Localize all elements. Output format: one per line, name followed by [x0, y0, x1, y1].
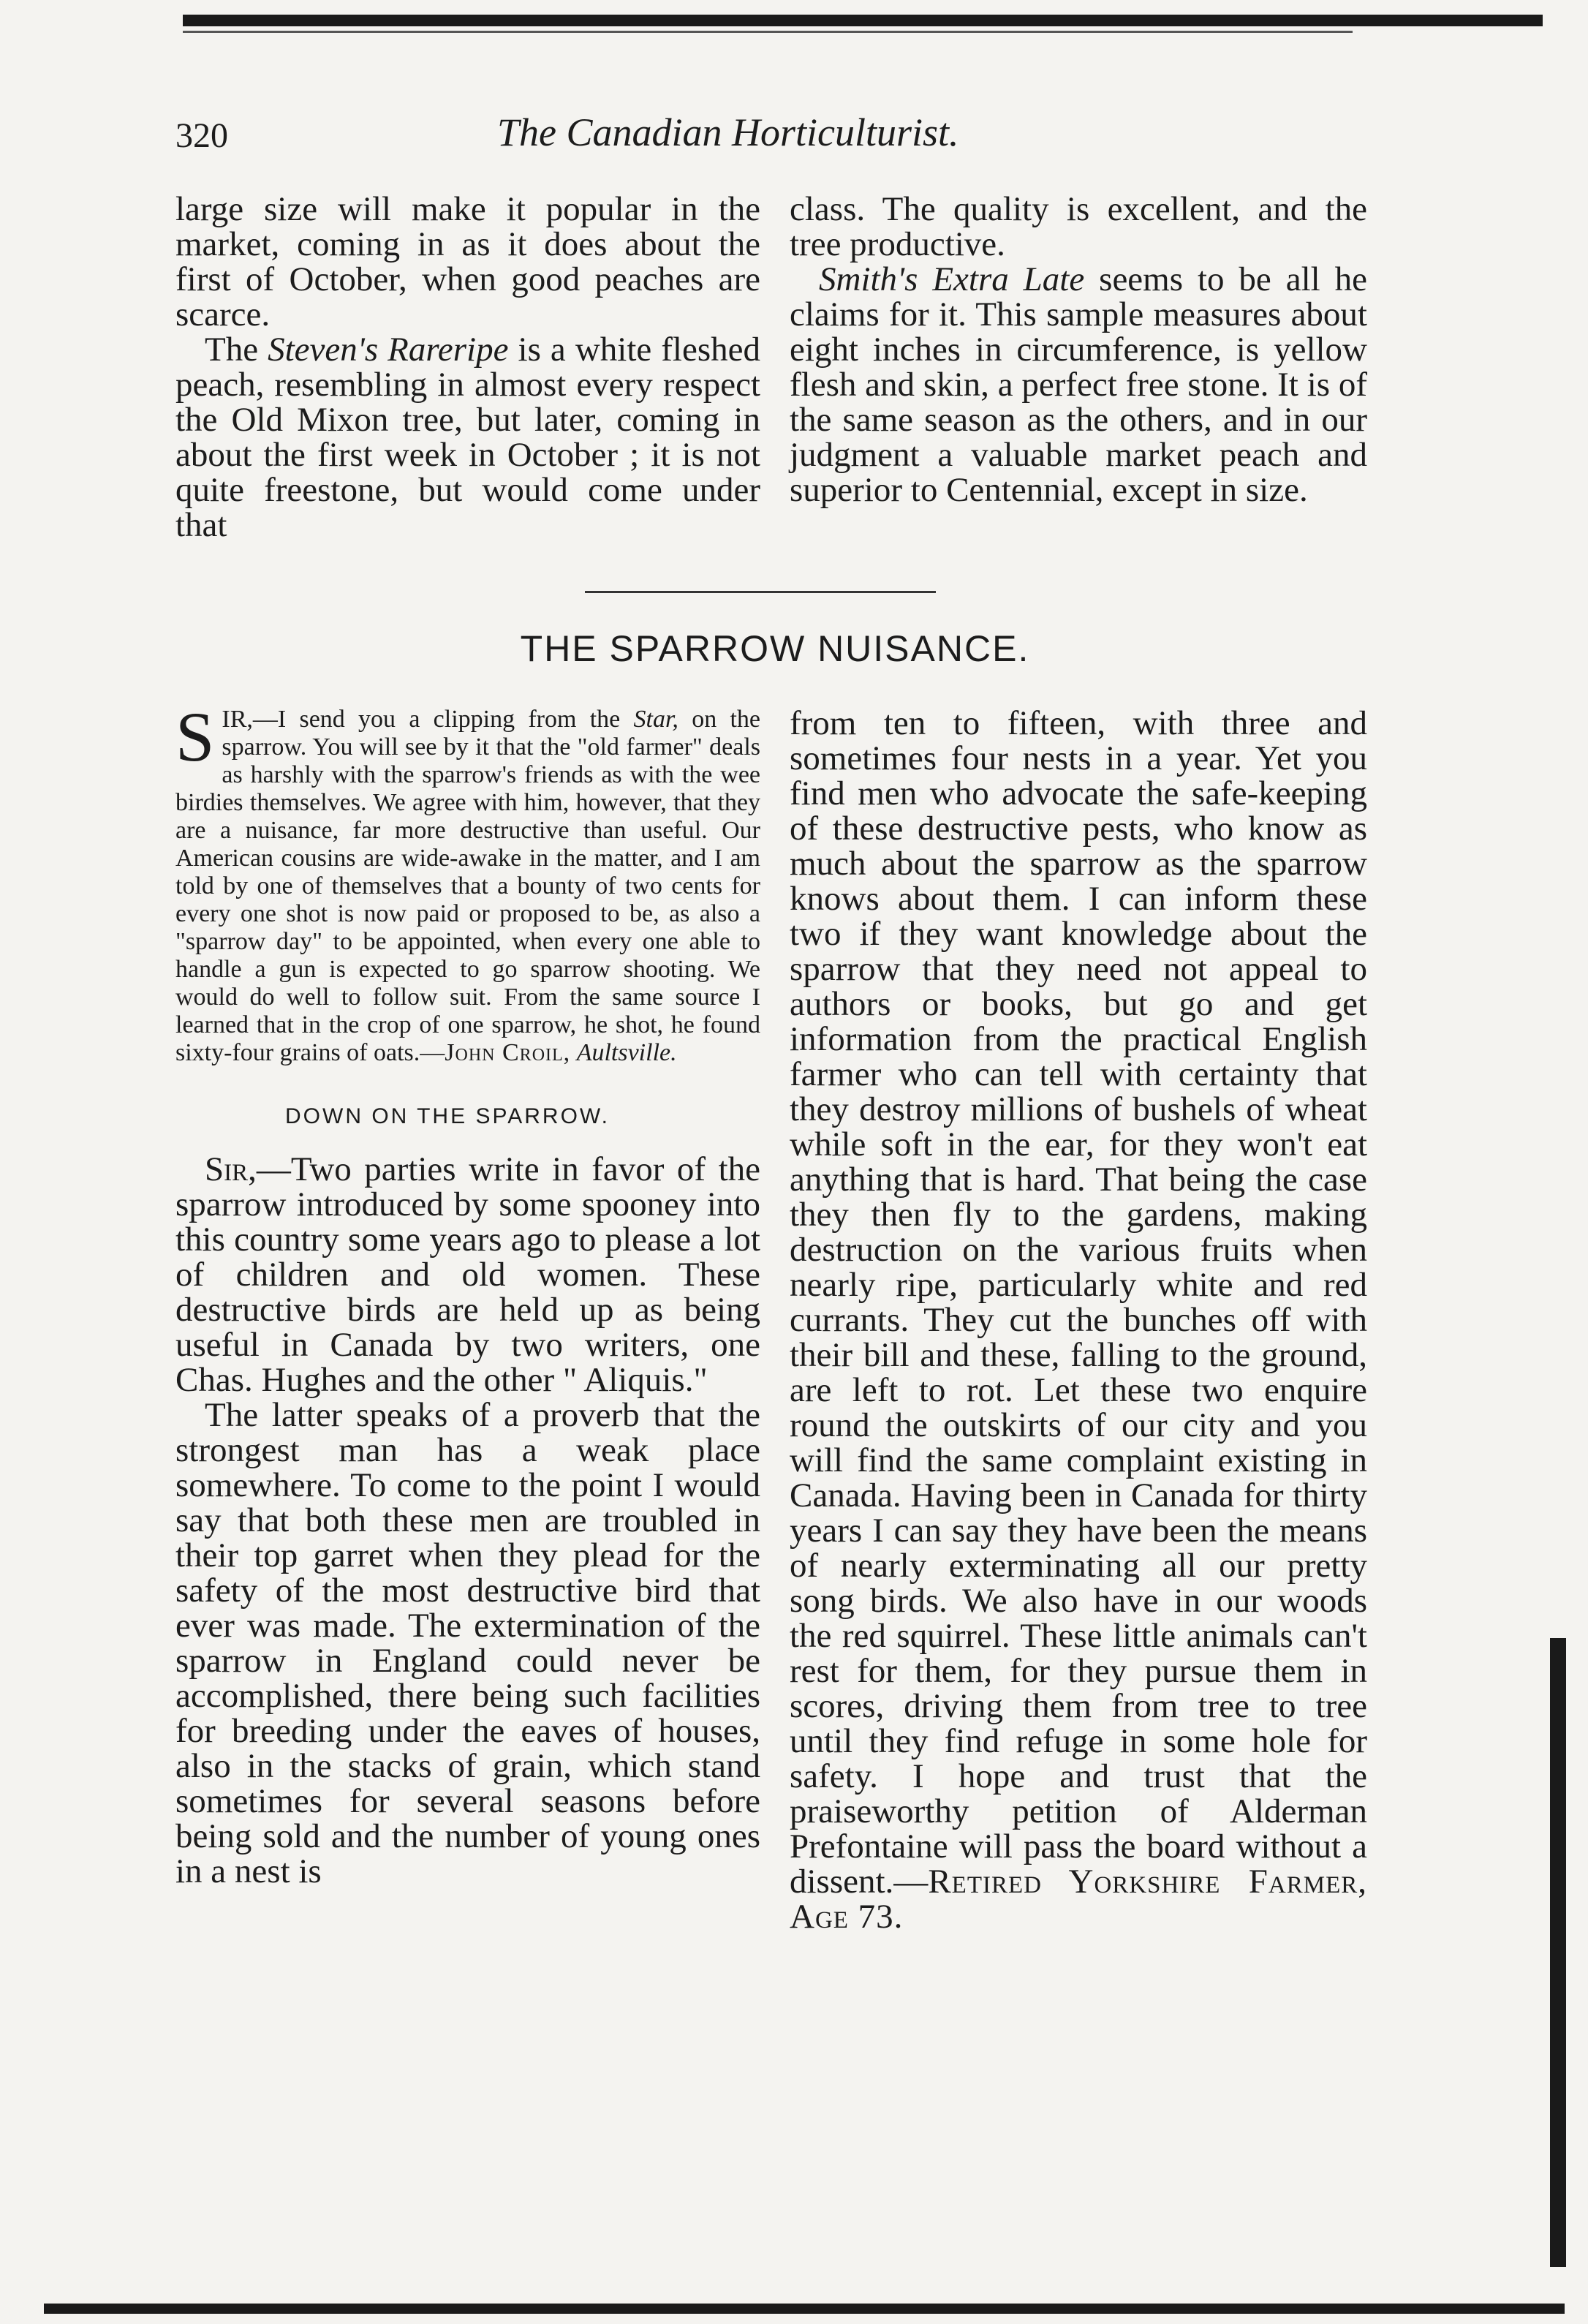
scan-edge-right	[1550, 1638, 1566, 2267]
text: seems to be all he claims for it. This sample measures about eight inches in circumference, is yellow flesh and skin, a perfect free stone. It is of the same season as the others, and in our judgment a valuable market peach and superior to Centennial, except in size.	[790, 260, 1367, 509]
peach-variety-name: Smith's Extra Late	[819, 260, 1085, 298]
paragraph: class. The quality is excellent, and the tree productive.	[790, 190, 1367, 263]
section-divider	[585, 591, 936, 593]
text: —Two parties write in favor of the sparrow introduced by some spooney into this country some years ago to please a lot of children and old women. These destructive birds are held up as being useful in Canada by two writers, one Chas. Hughes and the other " Aliquis."	[175, 1150, 760, 1399]
newspaper-name: Star,	[633, 706, 678, 733]
bottom-right-column	[790, 706, 1367, 1934]
signature: Retired Yorkshire Farmer, Age 73.	[790, 1863, 1367, 1936]
drop-cap: S	[175, 698, 215, 776]
paragraph	[175, 332, 760, 543]
text: on the sparrow. You will see by it that the "old farmer" deals as harshly with the sparrow's friends as with the wee birdies themselves. We agree with him, however, that they are a nuisance, far more destructive than useful. Our American cousins are wide-awake in the matter, and I am told by one of themselves that a bounty of two cents for every one shot is now paid or proposed to be, as also a "sparrow day" to be appointed, when every one able to handle a gun is expected to go sparrow shooting. We would do well to follow suit. From the same source I learned that in the crop of one sparrow, he shot, he found sixty-four grains of oats.—	[175, 706, 760, 1066]
subheading: DOWN ON THE SPARROW.	[285, 1104, 610, 1128]
top-right-column	[790, 192, 1367, 508]
section-title: THE SPARROW NUISANCE.	[520, 628, 1030, 669]
page-number: 320	[175, 116, 228, 155]
text: is a white fleshed peach, resembling in almost every respect the Old Mixon tree, but later, coming in about the first week in October ; it is not quite freestone, but would come under that	[175, 331, 761, 544]
running-title: The Canadian Horticulturist.	[497, 110, 959, 154]
text: The	[205, 331, 268, 369]
paragraph: large size will make it popular in the market, coming in as it does about the first of October, when good peaches are scarce.	[175, 190, 760, 333]
paragraph	[790, 706, 1367, 1934]
signature-place: Aultsville.	[576, 1039, 677, 1066]
salutation: Sir,	[205, 1150, 257, 1188]
peach-variety-name: Steven's Rareripe	[268, 331, 509, 369]
signature: John Croil,	[445, 1039, 571, 1066]
paragraph: The latter speaks of a proverb that the strongest man has a weak place somewhere. To come to the point I would say that both these men are troubled in their top garret when they plead for the safety of the most destructive bird that ever was made. The extermination of the sparrow in England could never be accomplished, there being such facilities for breeding under the eaves of houses, also in the stacks of grain, which stand sometimes for several seasons before being sold and the number of young ones in a nest is	[175, 1396, 760, 1890]
top-left-column	[175, 192, 760, 543]
text: from ten to fifteen, with three and sometimes four nests in a year. Yet you find men who advocate the safe-keeping of these destructive pests, who know as much about the sparrow as the sparrow knows about them. I can inform these two if they want knowledge about the sparrow that they need not appeal to authors or books, but go and get information from the practical English farmer who can tell with certainty that they destroy millions of bushels of wheat while soft in the ear, for they won't eat anything that is hard. That being the case they then fly to the gardens, making destruction on the various fruits when nearly ripe, particularly white and red currants. They cut the bunches off with their bill and these, falling to the ground, are left to rot. Let these two enquire round the outskirts of our city and you will find the same complaint existing in Canada. Having been in Canada for thirty years I can say they have been the means of nearly exterminating all our pretty song birds. We also have in our woods the red squirrel. These little animals can't rest for them, for they pursue them in scores, driving them from tree to tree until they find refuge in some hole for safety. I hope and trust that the praiseworthy petition of Alderman Prefontaine will pass the board without a dissent.—	[790, 704, 1367, 1901]
paragraph	[790, 262, 1367, 508]
scan-edge-top	[183, 15, 1543, 26]
page-header	[175, 110, 1375, 176]
text: IR,—I send you a clipping from the	[222, 706, 634, 733]
letter-first	[175, 698, 760, 1067]
scan-edge-top-thin	[183, 31, 1353, 33]
paragraph	[175, 1152, 760, 1397]
bottom-left-column	[175, 698, 760, 1890]
scan-edge-bottom	[44, 2304, 1565, 2314]
